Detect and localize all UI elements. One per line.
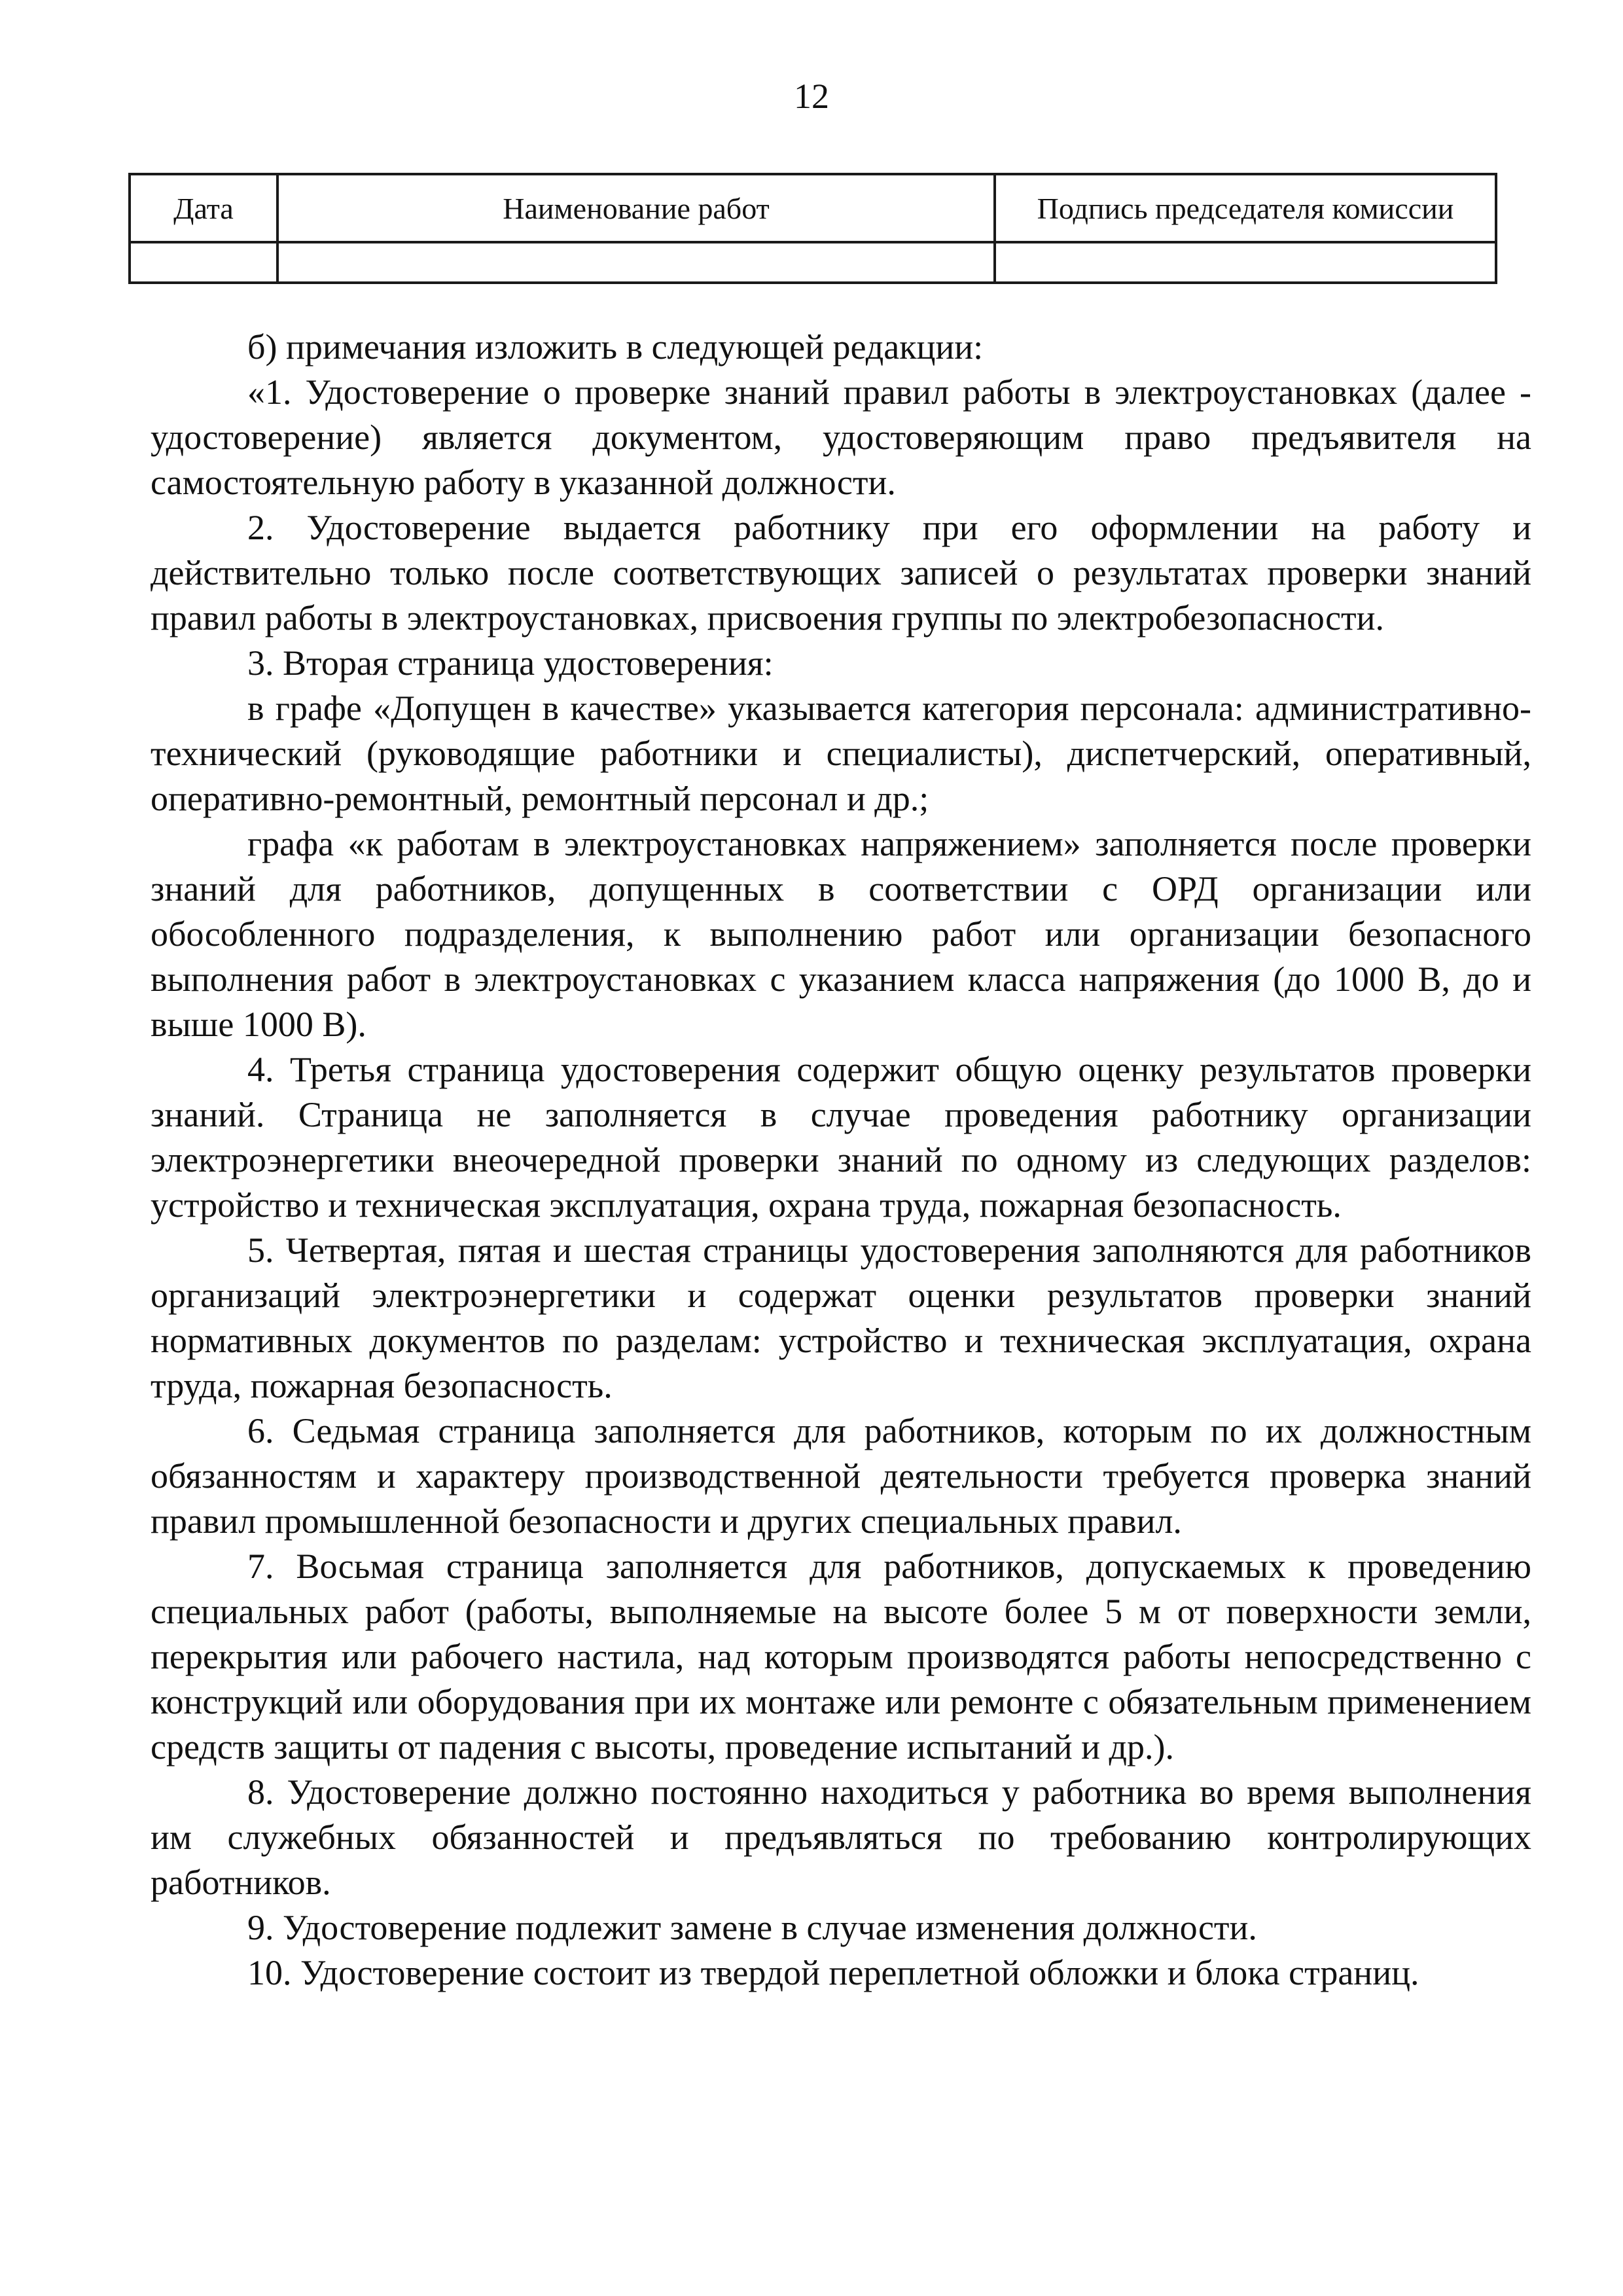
paragraph-note-3-a: в графе «Допущен в качестве» указывается категория персонала: административно-технический (руководящие работники и специалисты), диспетчерский, оперативный, оперативно-ремонтный, ремонтный персонал и др.; [151, 689, 1531, 818]
page-number: 12 [794, 77, 829, 116]
paragraph-note-1: «1. Удостоверение о проверке знаний правил работы в электроустановках (далее - удостоверение) является документом, удостоверяющим право предъявителя на самостоятельную работу в указанной должности. [151, 372, 1531, 502]
paragraph-note-8: 8. Удостоверение должно постоянно находиться у работника во время выполнения им служебных обязанностей и предъявляться по требованию контролирующих работников. [151, 1772, 1531, 1902]
empty-cell-date [130, 242, 277, 283]
header-date: Дата [130, 174, 277, 242]
table-empty-row [130, 242, 1496, 283]
table-header-row [130, 174, 1496, 242]
paragraph-note-4: 4. Третья страница удостоверения содержит общую оценку результатов проверки знаний. Страница не заполняется в случае проведения работнику организации электроэнергетики внеочередной проверки знаний по одному из следующих разделов: устройство и техническая эксплуатация, охрана труда, пожарная безопасность. [151, 1050, 1531, 1225]
paragraph-note-10: 10. Удостоверение состоит из твердой переплетной обложки и блока страниц. [247, 1953, 1419, 1992]
empty-cell-signature [995, 242, 1496, 283]
empty-cell-work-name [277, 242, 995, 283]
paragraph-note-5: 5. Четвертая, пятая и шестая страницы удостоверения заполняются для работников организаций электроэнергетики и содержат оценки результатов проверки знаний нормативных документов по разделам: устройство и техническая эксплуатация, охрана труда, пожарная безопасность. [151, 1230, 1531, 1405]
paragraph-note-3: 3. Вторая страница удостоверения: [247, 643, 774, 683]
paragraph-note-3-b: графа «к работам в электроустановках напряжением» заполняется после проверки знаний для работников, допущенных в соответствии с ОРД организации или обособленного подразделения, к выполнению работ или организации безопасного выполнения работ в электроустановках с указанием класса напряжения (до 1000 В, до и выше 1000 В). [151, 824, 1531, 1044]
header-work-name: Наименование работ [277, 174, 995, 242]
works-table [128, 173, 1497, 284]
paragraph-note-9: 9. Удостоверение подлежит замене в случае изменения должности. [247, 1908, 1257, 1947]
paragraph-note-2: 2. Удостоверение выдается работнику при его оформлении на работу и действительно только после соответствующих записей о результатах проверки знаний правил работы в электроустановках, присвоения группы по электробезопасности. [151, 508, 1531, 637]
header-signature: Подпись председателя комиссии [995, 174, 1496, 242]
paragraph-notes-intro: б) примечания изложить в следующей редакции: [247, 327, 984, 367]
document-body [151, 325, 1531, 1996]
paragraph-note-7: 7. Восьмая страница заполняется для работников, допускаемых к проведению специальных работ (работы, выполняемые на высоте более 5 м от поверхности земли, перекрытия или рабочего настила, над которым производятся работы непосредственно с конструкций или оборудования при их монтаже или ремонте с обязательным применением средств защиты от падения с высоты, проведение испытаний и др.). [151, 1547, 1531, 1767]
paragraph-note-6: 6. Седьмая страница заполняется для работников, которым по их должностным обязанностям и характеру производственной деятельности требуется проверка знаний правил промышленной безопасности и других специальных правил. [151, 1411, 1531, 1541]
